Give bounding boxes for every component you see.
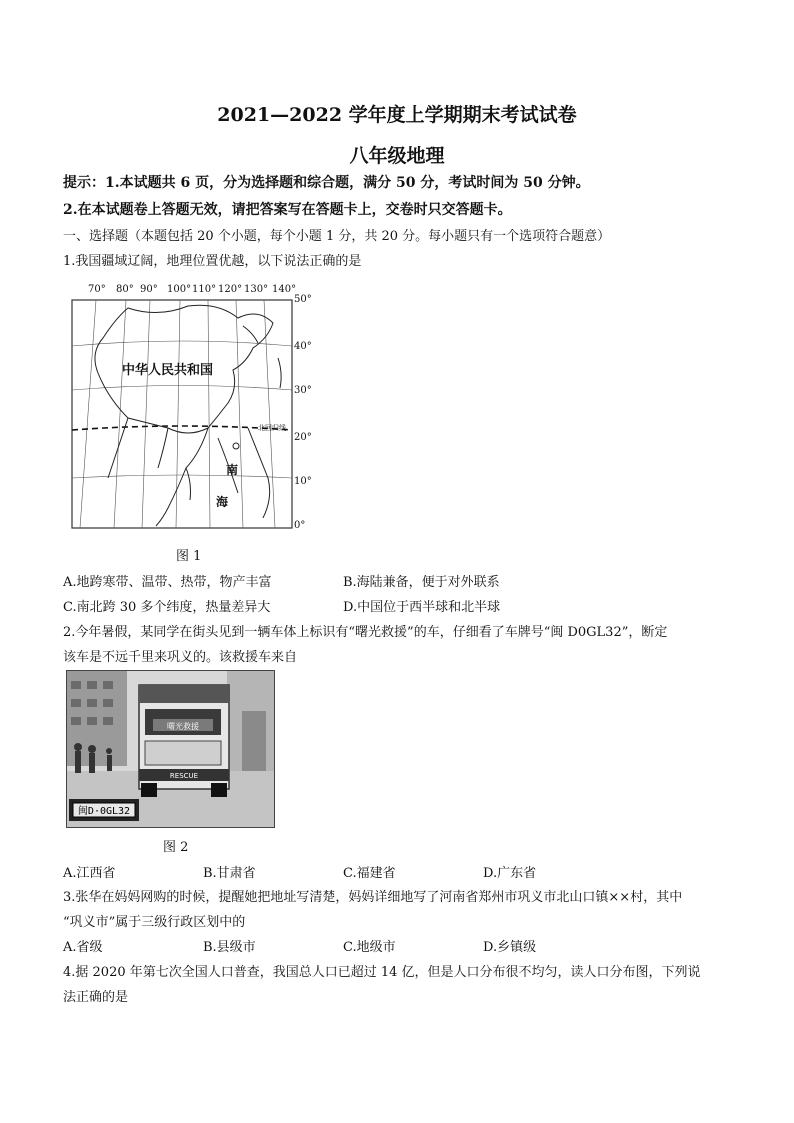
q1-option-d[interactable]: D.中国位于西半球和北半球 [343,600,501,615]
lon-label-120: 120° [218,284,243,295]
lat-label-30: 30° [294,385,312,396]
lat-label-0: 0° [294,520,306,531]
sea-label-south: 南 [226,463,239,477]
q2-option-a[interactable]: A.江西省 [63,866,116,881]
q1-option-a[interactable]: A.地跨寒带、温带、热带，物产丰富 [63,575,272,590]
q2-option-b[interactable]: B.甘肃省 [203,866,256,881]
q1-option-b[interactable]: B.海陆兼备，便于对外联系 [343,575,500,590]
figure-2-caption: 图 2 [163,840,189,855]
lat-label-10: 10° [294,476,312,487]
q3-option-b[interactable]: B.县级市 [203,940,256,955]
lon-label-90: 90° [140,284,158,295]
q2-option-d[interactable]: D.广东省 [483,866,537,881]
lat-label-40: 40° [294,341,312,352]
q3-option-c[interactable]: C.地级市 [343,940,396,955]
q3-option-d[interactable]: D.乡镇级 [483,940,537,955]
tip-line-1: 提示：1.本试题共 6 页，分为选择题和综合题，满分 50 分，考试时间为 50 分钟。 [63,175,590,191]
q1-option-c[interactable]: C.南北跨 30 多个纬度，热量差异大 [63,600,271,615]
country-label: 中华人民共和国 [122,363,214,378]
tip-line-2: 2.在本试题卷上答题无效，请把答案写在答题卡上，交卷时只交答题卡。 [63,202,512,218]
truck-rescue-text: RESCUE [169,772,199,780]
q4-stem-line-2: 法正确的是 [63,990,129,1005]
q3-stem-line-2: “巩义市”属于三级行政区划中的 [63,915,246,930]
lon-label-100: 100° [167,284,192,295]
truck-sign-text: 曙光救援 [167,722,199,731]
exam-subtitle: 八年级地理 [349,145,445,167]
license-plate-text: 闽D·0GL32 [77,806,131,817]
lat-label-50: 50° [294,294,312,305]
exam-title: 2021—2022 学年度上学期期末考试试卷 [217,104,577,126]
q2-option-c[interactable]: C.福建省 [343,866,396,881]
q4-stem-line-1: 4.据 2020 年第七次全国人口普查，我国总人口已超过 14 亿，但是人口分布很不均匀，读人口分布图，下列说 [63,965,701,980]
q3-option-a[interactable]: A.省级 [63,940,103,955]
lon-label-110: 110° [192,284,217,295]
lon-label-130: 130° [244,284,269,295]
lon-label-80: 80° [116,284,134,295]
q1-stem: 1.我国疆域辽阔，地理位置优越，以下说法正确的是 [63,254,362,269]
lat-label-20: 20° [294,432,312,443]
q2-stem-line-2: 该车是不远千里来巩义的。该救援车来自 [63,650,298,665]
figure-1-caption: 图 1 [176,549,202,564]
q3-stem-line-1: 3.张华在妈妈网购的时候，提醒她把地址写清楚，妈妈详细地写了河南省郑州市巩义市北山口镇××村，其中 [63,890,683,905]
lon-label-140: 140° [272,284,297,295]
rescue-truck-photo [66,670,275,828]
section-heading: 一、选择题（本题包括 20 个小题，每个小题 1 分，共 20 分。每小题只有一个选项符合题意） [63,229,611,244]
tropic-label: 北回归线 [258,424,286,432]
china-map-figure [68,278,318,534]
lon-label-70: 70° [88,284,106,295]
q2-stem-line-1: 2.今年暑假，某同学在街头见到一辆车体上标识有“曙光救援”的车，仔细看了车牌号“闽 D0GL32”，断定 [63,625,668,640]
sea-label-sea: 海 [216,495,229,509]
